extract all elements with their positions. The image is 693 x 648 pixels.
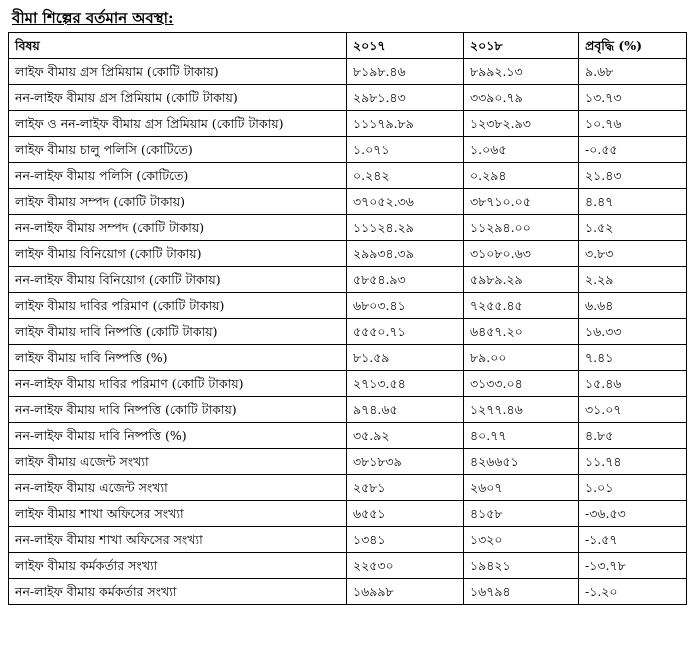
- table-row: [9, 215, 687, 241]
- cell-2017: ২৫৮১: [347, 475, 464, 501]
- cell-growth: ২১.৪৩: [579, 163, 687, 189]
- cell-subject: নন-লাইফ বীমায় দাবির পরিমাণ (কোটি টাকায়): [9, 371, 347, 397]
- cell-subject: লাইফ বীমায় বিনিয়োগ (কোটি টাকায়): [9, 241, 347, 267]
- table-row: [9, 371, 687, 397]
- table-row: [9, 345, 687, 371]
- cell-growth: ৬.৬৪: [579, 293, 687, 319]
- cell-2018: ২৬০৭: [464, 475, 579, 501]
- table-row: [9, 579, 687, 605]
- cell-2017: ৩৮১৮৩৯: [347, 449, 464, 475]
- cell-growth: ১৫.৪৬: [579, 371, 687, 397]
- cell-2018: ৪২৬৬৫১: [464, 449, 579, 475]
- header-year-2017: ২০১৭: [347, 33, 464, 59]
- cell-growth: ৯.৬৮: [579, 59, 687, 85]
- cell-2018: ৮৯৯২.১৩: [464, 59, 579, 85]
- cell-2017: ৩৫.৯২: [347, 423, 464, 449]
- cell-2018: ৩১৩৩.০৪: [464, 371, 579, 397]
- cell-2017: ০.২৪২: [347, 163, 464, 189]
- table-row: [9, 449, 687, 475]
- cell-subject: লাইফ বীমায় দাবির পরিমাণ (কোটি টাকায়): [9, 293, 347, 319]
- cell-growth: ১৬.৩৩: [579, 319, 687, 345]
- table-row: [9, 163, 687, 189]
- cell-subject: নন-লাইফ বীমায় কর্মকর্তার সংখ্যা: [9, 579, 347, 605]
- cell-growth: ২.২৯: [579, 267, 687, 293]
- table-row: [9, 241, 687, 267]
- cell-subject: লাইফ বীমায় শাখা অফিসের সংখ্যা: [9, 501, 347, 527]
- cell-growth: -১৩.৭৮: [579, 553, 687, 579]
- cell-2018: ১৬৭৯৪: [464, 579, 579, 605]
- cell-subject: লাইফ বীমায় দাবি নিষ্পত্তি (%): [9, 345, 347, 371]
- table-row: [9, 85, 687, 111]
- cell-growth: ৪.৪৭: [579, 189, 687, 215]
- cell-2018: ৩১০৮০.৬৩: [464, 241, 579, 267]
- cell-subject: নন-লাইফ বীমায় সম্পদ (কোটি টাকায়): [9, 215, 347, 241]
- cell-2018: ৪০.৭৭: [464, 423, 579, 449]
- header-growth: প্রবৃদ্ধি (%): [579, 33, 687, 59]
- cell-growth: -১.৫৭: [579, 527, 687, 553]
- header-year-2018: ২০১৮: [464, 33, 579, 59]
- table-row: [9, 397, 687, 423]
- cell-2017: ৮১৯৮.৪৬: [347, 59, 464, 85]
- cell-2017: ২৭১৩.৫৪: [347, 371, 464, 397]
- cell-growth: ১.৫২: [579, 215, 687, 241]
- table-header-row: [9, 33, 687, 59]
- cell-2017: ৫৫৫০.৭১: [347, 319, 464, 345]
- cell-2018: ৩৮৭১০.০৫: [464, 189, 579, 215]
- cell-subject: নন-লাইফ বীমায় দাবি নিষ্পত্তি (কোটি টাকায়): [9, 397, 347, 423]
- cell-2018: ৬৪৫৭.২০: [464, 319, 579, 345]
- cell-growth: ৪.৮৫: [579, 423, 687, 449]
- table-row: [9, 475, 687, 501]
- cell-growth: -৩৬.৫৩: [579, 501, 687, 527]
- cell-2018: ৪১৫৮: [464, 501, 579, 527]
- cell-subject: নন-লাইফ বীমায় পলিসি (কোটিতে): [9, 163, 347, 189]
- table-row: [9, 293, 687, 319]
- cell-2017: ১৩৪১: [347, 527, 464, 553]
- cell-subject: নন-লাইফ বীমায় দাবি নিষ্পত্তি (%): [9, 423, 347, 449]
- cell-2017: ২৯৯৩৪.৩৯: [347, 241, 464, 267]
- insurance-status-table: [8, 32, 687, 605]
- cell-2018: ৩৩৯০.৭৯: [464, 85, 579, 111]
- cell-growth: ৩১.০৭: [579, 397, 687, 423]
- cell-2018: ১১২৯৪.০০: [464, 215, 579, 241]
- cell-growth: ১১.৭৪: [579, 449, 687, 475]
- cell-subject: লাইফ বীমায় কর্মকর্তার সংখ্যা: [9, 553, 347, 579]
- table-row: [9, 137, 687, 163]
- cell-2018: ৫৯৮৯.২৯: [464, 267, 579, 293]
- cell-2017: ২৯৮১.৪৩: [347, 85, 464, 111]
- cell-growth: -১.২০: [579, 579, 687, 605]
- cell-subject: লাইফ বীমায় সম্পদ (কোটি টাকায়): [9, 189, 347, 215]
- cell-2017: ৫৮৫৪.৯৩: [347, 267, 464, 293]
- cell-2017: ৯৭৪.৬৫: [347, 397, 464, 423]
- cell-growth: ১৩.৭৩: [579, 85, 687, 111]
- table-row: [9, 111, 687, 137]
- table-row: [9, 319, 687, 345]
- cell-subject: নন-লাইফ বীমায় বিনিয়োগ (কোটি টাকায়): [9, 267, 347, 293]
- cell-2017: ১৬৯৯৮: [347, 579, 464, 605]
- cell-growth: ৩.৮৩: [579, 241, 687, 267]
- table-row: [9, 423, 687, 449]
- cell-2018: ১২৭৭.৪৬: [464, 397, 579, 423]
- cell-2017: ৬৮০৩.৪১: [347, 293, 464, 319]
- cell-2017: ১১১২৪.২৯: [347, 215, 464, 241]
- table-body: [9, 59, 687, 605]
- cell-2017: ৩৭০৫২.৩৬: [347, 189, 464, 215]
- table-row: [9, 527, 687, 553]
- cell-growth: ১০.৭৬: [579, 111, 687, 137]
- cell-2018: ১.০৬৫: [464, 137, 579, 163]
- table-row: [9, 189, 687, 215]
- table-row: [9, 267, 687, 293]
- cell-subject: লাইফ ও নন-লাইফ বীমায় গ্রস প্রিমিয়াম (কোটি টাকায়): [9, 111, 347, 137]
- cell-growth: -০.৫৫: [579, 137, 687, 163]
- cell-2018: ৭২৫৫.৪৫: [464, 293, 579, 319]
- cell-2017: ২২৫৩০: [347, 553, 464, 579]
- cell-subject: লাইফ বীমায় চালু পলিসি (কোটিতে): [9, 137, 347, 163]
- cell-2017: ১.০৭১: [347, 137, 464, 163]
- document-title: বীমা শিল্পের বর্তমান অবস্থা:: [12, 9, 174, 27]
- cell-2018: ১৯৪২১: [464, 553, 579, 579]
- cell-growth: ৭.৪১: [579, 345, 687, 371]
- cell-subject: লাইফ বীমায় দাবি নিষ্পত্তি (কোটি টাকায়): [9, 319, 347, 345]
- cell-subject: লাইফ বীমায় এজেন্ট সংখ্যা: [9, 449, 347, 475]
- table-row: [9, 553, 687, 579]
- cell-subject: নন-লাইফ বীমায় শাখা অফিসের সংখ্যা: [9, 527, 347, 553]
- table-row: [9, 501, 687, 527]
- cell-2017: ৮১.৫৯: [347, 345, 464, 371]
- table-row: [9, 59, 687, 85]
- cell-2017: ৬৫৫১: [347, 501, 464, 527]
- cell-2017: ১১১৭৯.৮৯: [347, 111, 464, 137]
- cell-subject: নন-লাইফ বীমায় গ্রস প্রিমিয়াম (কোটি টাকায়): [9, 85, 347, 111]
- cell-subject: লাইফ বীমায় গ্রস প্রিমিয়াম (কোটি টাকায়): [9, 59, 347, 85]
- cell-subject: নন-লাইফ বীমায় এজেন্ট সংখ্যা: [9, 475, 347, 501]
- cell-2018: ১৩২০: [464, 527, 579, 553]
- header-subject: বিষয়: [9, 33, 347, 59]
- cell-growth: ১.০১: [579, 475, 687, 501]
- cell-2018: ০.২৯৪: [464, 163, 579, 189]
- cell-2018: ১২৩৮২.৯৩: [464, 111, 579, 137]
- cell-2018: ৮৯.০০: [464, 345, 579, 371]
